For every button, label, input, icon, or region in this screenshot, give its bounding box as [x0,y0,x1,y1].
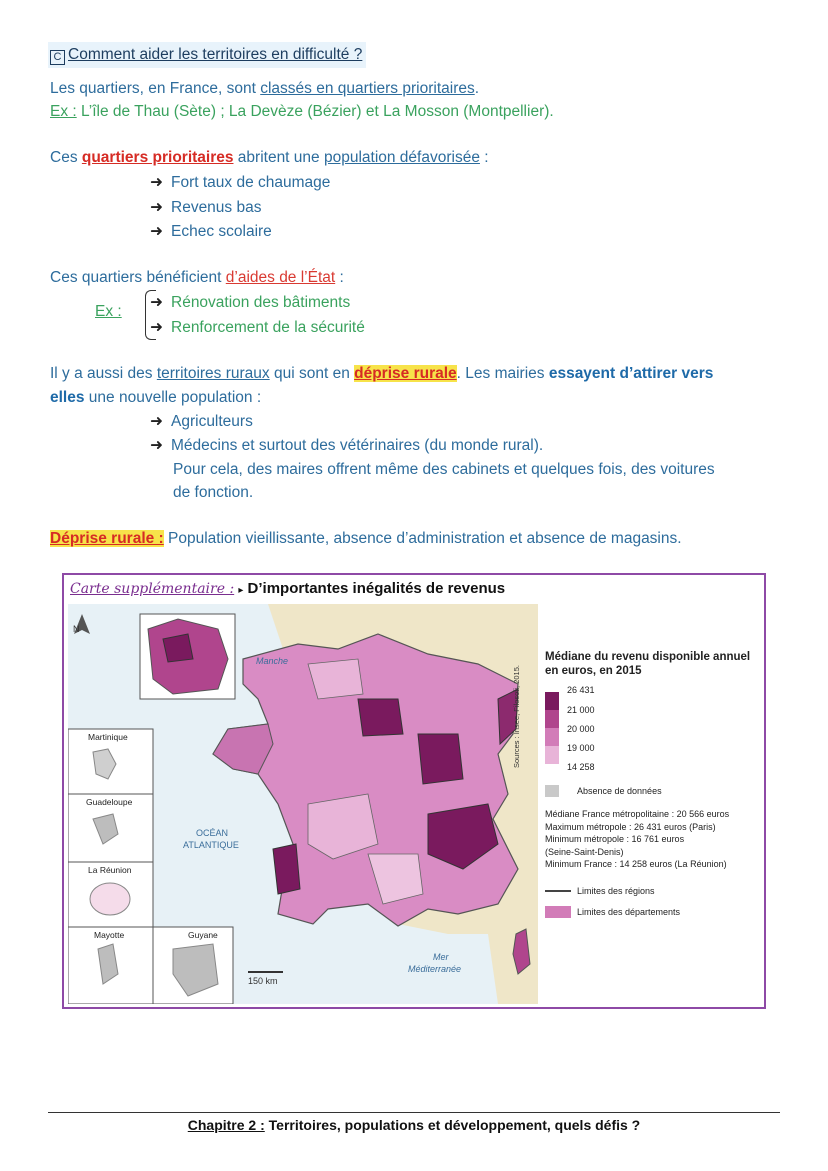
para4-term: territoires ruraux [156,365,270,382]
arrow-right-icon: ➜ [150,437,163,454]
para4-bold2: elles [50,389,85,406]
para2-mid: abritent une [233,149,324,166]
para3-item-text: Rénovation des bâtiments [171,294,351,311]
legend-stat: Minimum France : 14 258 euros (La Réunion) [545,859,727,869]
legend-title-1: Médiane du revenu disponible annuel [545,651,751,663]
para1-example [50,100,554,124]
region-bourgogne [418,734,463,784]
legend-stats [545,808,760,871]
inset-label-guyane: Guyane [188,930,218,940]
legend-title-2: en euros, en 2015 [545,665,642,677]
para2-item-text: Fort taux de chaumage [171,174,331,191]
arrow-right-icon: ➜ [150,319,163,336]
map-title-text: D’importantes inégalités de revenus [247,580,506,597]
definition [50,527,682,551]
inset-label-guadeloupe: Guadeloupe [86,797,133,807]
para4-mid: qui sont en [269,365,355,382]
section-heading [48,42,366,68]
region-gironde [273,844,300,894]
triangle-icon: ▸ [238,585,244,596]
arrow-right-icon: ➜ [150,199,163,216]
sea-label-mer: Mer [433,952,449,962]
legend-break: 19 000 [567,743,595,753]
legend-nodata [545,782,760,802]
legend-regions-label: Limites des régions [577,885,655,896]
legend-break: 14 258 [567,762,595,772]
para4-line2 [50,386,261,410]
map-label: Carte supplémentaire : [70,581,235,597]
sea-label-atlantique: ATLANTIQUE [183,840,239,850]
para3-item-2 [150,316,365,340]
legend-stat: Médiane France métropolitaine : 20 566 euros [545,809,730,819]
footer-text: Territoires, populations et développement, quels défis ? [264,1117,641,1133]
para4-post: une nouvelle population : [84,389,262,406]
legend-stat: Minimum métropole : 16 761 euros [545,834,685,844]
legend-departements-label: Limites des départements [577,906,681,917]
para3-item-1 [150,291,350,315]
region-paris [358,699,403,736]
legend-break: 26 431 [567,685,595,695]
legend-swatch [545,710,559,728]
nodata-swatch [545,785,559,797]
para3-ex-label: Ex : [95,303,122,320]
para2-term: population défavorisée [323,149,480,166]
para3-pre: Ces quartiers bénéficient [50,269,226,286]
legend-nodata-label: Absence de données [577,786,662,796]
para2-line [50,146,489,170]
legend-swatch [545,728,559,746]
arrow-right-icon: ➜ [150,174,163,191]
arrow-right-icon: ➜ [150,223,163,240]
para3-post: : [335,269,344,286]
para2-item-3 [150,220,272,244]
region-north-light [308,659,363,699]
legend-stat: Maximum métropole : 26 431 euros (Paris) [545,821,716,832]
sea-label-ocean: OCÉAN [196,828,229,838]
legend-swatch [545,746,559,764]
para4-line1 [50,362,713,386]
section-heading-text: Comment aider les territoires en difficulté ? [68,46,363,63]
inset-label-mayotte: Mayotte [94,930,125,940]
section-letter: C [50,50,65,65]
para1-ex-text: L’île de Thau (Sète) ; La Devèze (Bézier) et La Mosson (Montpellier). [76,103,554,120]
para2-item-text: Echec scolaire [171,223,272,240]
para1-ex-label: Ex : [50,103,77,120]
legend-regions [545,883,760,901]
definition-text: Population vieillissante, absence d’administration et absence de magasins. [163,530,682,547]
north-label: N [73,624,80,634]
para2-post: : [479,149,489,166]
france-map [68,604,538,1004]
arrow-right-icon: ➜ [150,413,163,430]
arrow-right-icon: ➜ [150,294,163,311]
map-sources: Sources : Insee, Filosofi, 2015. [512,665,521,768]
footer-label: Chapitre 2 : [187,1117,265,1133]
para4-item-2 [150,434,543,458]
map-legend [545,650,760,921]
para4-pre: Il y a aussi des [50,365,157,382]
para4-mid2: . Les mairies [456,365,549,382]
para2-item-1 [150,171,330,195]
map-title [70,578,505,602]
para1-post: . [474,80,480,97]
inset-label-martinique: Martinique [88,732,128,742]
para1-pre: Les quartiers, en France, sont [50,80,261,97]
para4-item-text: Médecins et surtout des vétérinaires (du monde rural). [171,437,544,454]
para3-item-text: Renforcement de la sécurité [171,319,365,336]
footer [0,1117,828,1133]
legend-swatch [545,692,559,710]
legend-scale [545,684,760,774]
para2-item-text: Revenus bas [171,199,262,216]
footer-rule [48,1112,780,1113]
scale-label: 150 km [248,976,278,986]
para2-item-2 [150,196,261,220]
para4-sub1: Pour cela, des maires offrent même des cabinets et quelques fois, des voitures [173,461,715,478]
para1-term: classés en quartiers prioritaires [260,80,475,97]
legend-break: 20 000 [567,724,595,734]
para4-sub2: de fonction. [173,484,254,501]
definition-term: Déprise rurale : [50,530,164,547]
sea-label-mediterranee: Méditerranée [408,964,462,974]
para3-line [50,266,344,290]
para4-highlight: déprise rurale [354,365,457,382]
legend-departements [545,903,760,921]
sea-label-manche: Manche [256,656,289,666]
para3-term: d’aides de l’État [225,269,336,286]
para1-line1 [50,77,479,101]
para2-highlight: quartiers prioritaires [81,149,234,166]
para4-item-text: Agriculteurs [171,413,253,430]
para4-bold1: essayent d’attirer vers [548,365,714,382]
legend-break: 21 000 [567,705,595,715]
legend-stat: (Seine-Saint-Denis) [545,846,624,857]
para2-pre: Ces [50,149,82,166]
regions-line-swatch [545,890,571,892]
para4-item-1 [150,410,253,434]
map-area [68,604,538,1004]
inset-label-reunion: La Réunion [88,865,132,875]
departements-swatch [545,906,571,918]
